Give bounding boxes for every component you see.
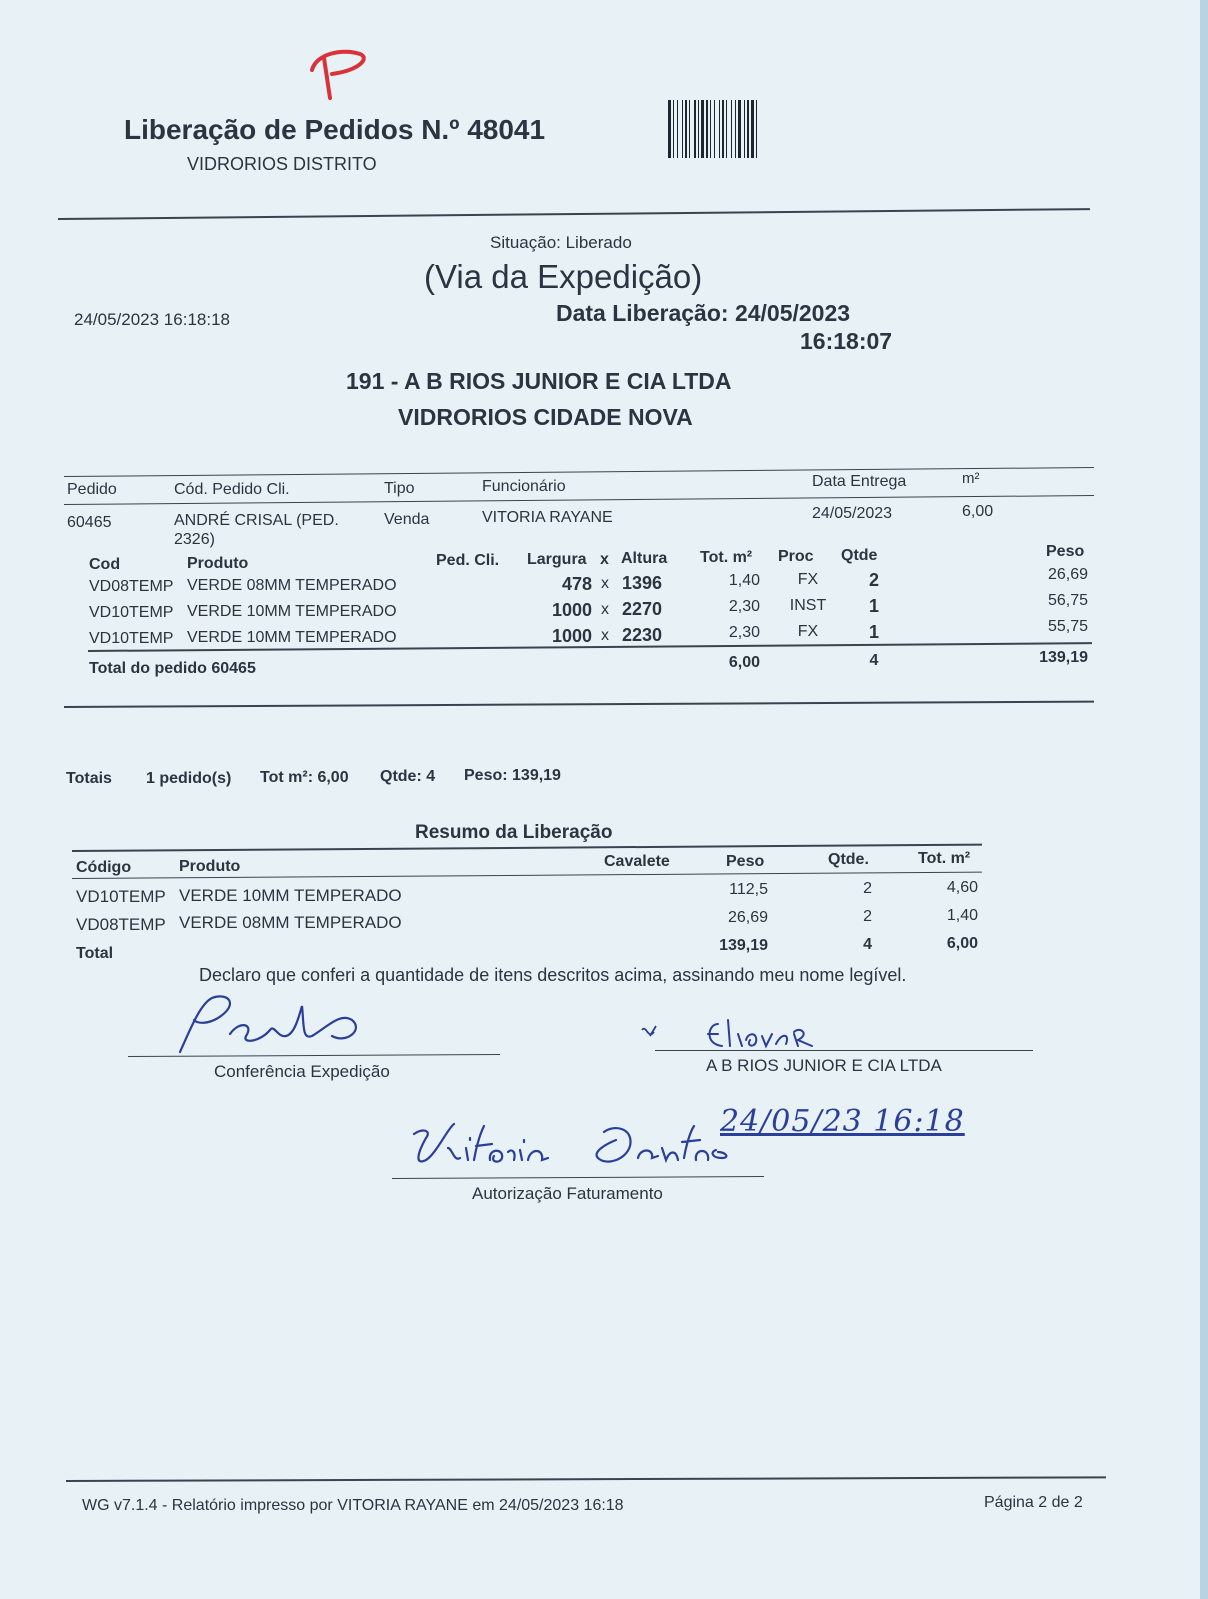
items-col-ped-cli: Ped. Cli. bbox=[436, 552, 500, 569]
item-row-1-qtde: 2 bbox=[868, 570, 879, 590]
items-col-cod: Cod bbox=[89, 556, 121, 573]
order-top-rule bbox=[64, 467, 1094, 477]
release-date: Data Liberação: 24/05/2023 bbox=[556, 300, 851, 326]
client-label: A B RIOS JUNIOR E CIA LTDA bbox=[706, 1056, 942, 1075]
summary-row-1-qtde: 2 bbox=[863, 880, 872, 897]
header-divider bbox=[58, 208, 1090, 220]
company-subtitle: VIDRORIOS DISTRITO bbox=[187, 154, 377, 174]
summary-total-m2: 6,00 bbox=[946, 935, 978, 952]
footer-rule bbox=[66, 1476, 1106, 1482]
items-total-label: Total do pedido 60465 bbox=[89, 660, 256, 677]
order-pedido-value: 60465 bbox=[67, 514, 112, 531]
order-bottom-rule bbox=[64, 701, 1094, 708]
summary-row-2-produto: VERDE 08MM TEMPERADO bbox=[179, 913, 402, 932]
item-row-3-peso: 55,75 bbox=[1047, 618, 1088, 635]
client-name: 191 - A B RIOS JUNIOR E CIA LTDA bbox=[346, 368, 732, 394]
item-row-1-tot-m2: 1,40 bbox=[728, 572, 760, 589]
summary-col-cavalete: Cavalete bbox=[604, 853, 670, 870]
item-row-1-proc: FX bbox=[797, 571, 819, 588]
item-row-2-qtde: 1 bbox=[868, 596, 879, 616]
items-total-peso: 139,19 bbox=[1039, 649, 1088, 666]
item-row-3-tot-m2: 2,30 bbox=[728, 624, 760, 641]
item-row-3-produto: VERDE 10MM TEMPERADO bbox=[187, 629, 397, 646]
store-name: VIDRORIOS CIDADE NOVA bbox=[398, 404, 693, 430]
item-row-1-largura: 478 bbox=[561, 574, 592, 594]
handwritten-p-mark bbox=[302, 40, 372, 110]
item-row-2-proc: INST bbox=[789, 597, 827, 614]
conferencia-label: Conferência Expedição bbox=[214, 1062, 390, 1081]
item-row-2-largura: 1000 bbox=[551, 600, 592, 620]
summary-total-peso: 139,19 bbox=[719, 937, 768, 954]
copy-label: (Via da Expedição) bbox=[424, 258, 703, 295]
totals-peso: Peso: 139,19 bbox=[464, 767, 561, 784]
item-row-3-largura: 1000 bbox=[551, 626, 592, 646]
handwritten-date: 24/05/23 16:18 bbox=[720, 1104, 965, 1139]
item-row-2-peso: 56,75 bbox=[1047, 592, 1088, 609]
totals-qtde: Qtde: 4 bbox=[380, 768, 436, 785]
page-title: Liberação de Pedidos N.º 48041 bbox=[124, 114, 546, 145]
item-row-1-altura: 1396 bbox=[622, 573, 663, 593]
barcode bbox=[668, 100, 850, 158]
signature-client bbox=[638, 1014, 858, 1054]
item-row-2-tot-m2: 2,30 bbox=[728, 598, 760, 615]
item-row-3-altura: 2230 bbox=[622, 625, 663, 645]
summary-col-tot-m2: Tot. m² bbox=[918, 850, 971, 867]
summary-col-qtde: Qtde. bbox=[828, 851, 869, 868]
printed-at: 24/05/2023 16:18:18 bbox=[74, 310, 230, 329]
signature-autorizacao bbox=[408, 1118, 738, 1182]
items-col-x: x bbox=[600, 551, 609, 568]
summary-row-2-tot-m2: 1,40 bbox=[946, 907, 978, 924]
footer-printed-by: WG v7.1.4 - Relatório impresso por VITORIA RAYANE em 24/05/2023 16:18 bbox=[82, 1497, 624, 1514]
item-row-1-peso: 26,69 bbox=[1047, 566, 1088, 583]
col-m2: m² bbox=[962, 470, 980, 487]
items-col-produto: Produto bbox=[187, 555, 249, 572]
items-col-altura: Altura bbox=[621, 550, 668, 567]
item-row-2-altura: 2270 bbox=[622, 599, 663, 619]
summary-row-2-qtde: 2 bbox=[863, 908, 872, 925]
summary-col-peso: Peso bbox=[726, 853, 765, 870]
order-cod-cli-line1: ANDRÉ CRISAL (PED. bbox=[174, 512, 339, 529]
items-col-qtde: Qtde bbox=[841, 547, 878, 564]
order-m2-value: 6,00 bbox=[962, 503, 994, 520]
summary-col-codigo: Código bbox=[76, 859, 132, 876]
item-row-1-cod: VD08TEMP bbox=[89, 578, 174, 595]
order-funcionario-value: VITORIA RAYANE bbox=[482, 509, 613, 526]
signature-conferencia bbox=[170, 990, 400, 1060]
col-tipo: Tipo bbox=[384, 480, 415, 497]
items-col-peso: Peso bbox=[1046, 543, 1085, 560]
summary-title: Resumo da Liberação bbox=[415, 822, 613, 843]
item-row-3-cod: VD10TEMP bbox=[89, 630, 174, 647]
summary-row-1-tot-m2: 4,60 bbox=[946, 879, 978, 896]
order-tipo-value: Venda bbox=[384, 511, 430, 528]
col-cod-pedido-cli: Cód. Pedido Cli. bbox=[174, 481, 290, 498]
order-data-entrega-value: 24/05/2023 bbox=[812, 505, 893, 522]
declaration-text: Declaro que conferi a quantidade de itens descritos acima, assinando meu nome legível. bbox=[199, 965, 907, 985]
items-col-tot-m2: Tot. m² bbox=[700, 549, 753, 566]
items-total-qtde: 4 bbox=[869, 652, 879, 669]
summary-total-qtde: 4 bbox=[863, 936, 872, 953]
item-row-2-x: x bbox=[601, 601, 609, 618]
item-row-3-proc: FX bbox=[797, 623, 819, 640]
summary-col-produto: Produto bbox=[179, 858, 241, 875]
item-row-1-produto: VERDE 08MM TEMPERADO bbox=[187, 577, 397, 594]
items-col-largura: Largura bbox=[527, 551, 587, 568]
col-funcionario: Funcionário bbox=[482, 478, 566, 495]
col-pedido: Pedido bbox=[67, 481, 117, 498]
totals-label: Totais bbox=[66, 770, 112, 787]
item-row-3-x: x bbox=[601, 627, 609, 644]
summary-row-2-codigo: VD08TEMP bbox=[76, 915, 166, 934]
item-row-2-cod: VD10TEMP bbox=[89, 604, 174, 621]
item-row-3-qtde: 1 bbox=[868, 622, 879, 642]
summary-row-1-codigo: VD10TEMP bbox=[76, 887, 166, 906]
summary-row-1-peso: 112,5 bbox=[729, 881, 768, 898]
items-total-m2: 6,00 bbox=[728, 654, 760, 671]
item-row-2-produto: VERDE 10MM TEMPERADO bbox=[187, 603, 397, 620]
autorizacao-label: Autorização Faturamento bbox=[472, 1184, 663, 1203]
item-row-1-x: x bbox=[601, 575, 609, 592]
footer-page-number: Página 2 de 2 bbox=[984, 1494, 1083, 1511]
order-cod-cli-line2: 2326) bbox=[174, 531, 215, 548]
status-text: Situação: Liberado bbox=[490, 233, 632, 252]
totals-pedidos: 1 pedido(s) bbox=[146, 770, 232, 787]
summary-row-2-peso: 26,69 bbox=[727, 909, 768, 926]
summary-row-1-produto: VERDE 10MM TEMPERADO bbox=[179, 886, 402, 905]
release-time: 16:18:07 bbox=[800, 328, 893, 354]
summary-total-label: Total bbox=[76, 945, 114, 962]
totals-tot-m2: Tot m²: 6,00 bbox=[260, 769, 349, 786]
items-col-proc: Proc bbox=[778, 548, 814, 565]
client-sign-line bbox=[655, 1050, 1033, 1051]
col-data-entrega: Data Entrega bbox=[812, 473, 907, 490]
